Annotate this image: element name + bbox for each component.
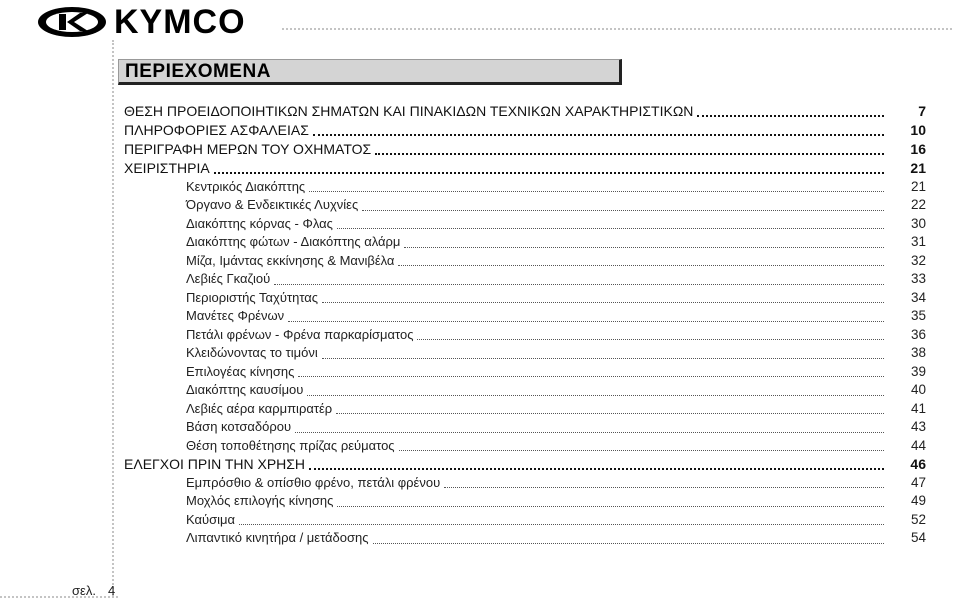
toc-entry-label: Διακόπτης φώτων - Διακόπτης αλάρμ — [186, 234, 401, 250]
toc-entry-page: 30 — [910, 215, 926, 231]
toc-entry-label: Κλειδώνοντας το τιμόνι — [186, 345, 318, 361]
toc-entry-label: Καύσιμα — [186, 511, 236, 527]
toc-leader-dots — [399, 450, 884, 451]
toc-entry-label: ΘΕΣΗ ΠΡΟΕΙΔΟΠΟΙΗΤΙΚΩΝ ΣΗΜΑΤΩΝ ΚΑΙ ΠΙΝΑΚΙΔΩΝ ΤΕΧΝΙΚΩΝ ΧΑΡΑΚΤΗΡΙΣΤΙΚΩΝ — [124, 103, 694, 119]
toc-subsection-entry[interactable] — [124, 381, 926, 400]
toc-subsection-entry[interactable] — [124, 400, 926, 419]
toc-entry-label: Λεβιές Γκαζιού — [186, 271, 271, 287]
toc-leader-dots — [336, 413, 884, 414]
toc-leader-dots — [239, 524, 884, 525]
toc-subsection-entry[interactable] — [124, 529, 926, 548]
toc-entry-page: 47 — [910, 474, 926, 490]
toc-subsection-entry[interactable] — [124, 270, 926, 289]
toc-entry-page: 32 — [910, 252, 926, 268]
toc-leader-dots — [697, 115, 884, 117]
toc-entry-page: 36 — [910, 326, 926, 342]
toc-entry-label: Βάση κοτσαδόρου — [186, 419, 292, 435]
brand-name: KYMCO — [114, 3, 246, 41]
toc-entry-page: 10 — [910, 121, 926, 138]
toc-leader-dots — [309, 191, 884, 192]
toc-entry-label: Όργανο & Ενδεικτικές Λυχνίες — [186, 197, 359, 213]
toc-entry-page: 22 — [910, 197, 926, 213]
toc-subsection-entry[interactable] — [124, 437, 926, 456]
toc-section-entry[interactable] — [124, 102, 926, 121]
toc-entry-label: Κεντρικός Διακόπτης — [186, 178, 306, 194]
toc-entry-page: 49 — [910, 493, 926, 509]
toc-entry-label: ΕΛΕΓΧΟΙ ΠΡΙΝ ΤΗΝ ΧΡΗΣΗ — [124, 456, 306, 473]
toc-entry-label: Μίζα, Ιμάντας εκκίνησης & Μανιβέλα — [186, 252, 395, 268]
page-title: ΠΕΡΙΕΧΟΜΕΝΑ — [125, 61, 271, 82]
toc-subsection-entry[interactable] — [124, 474, 926, 493]
toc-leader-dots — [337, 506, 884, 507]
toc-leader-dots — [322, 358, 884, 359]
toc-leader-dots — [298, 376, 884, 377]
toc-leader-dots — [313, 134, 884, 136]
brand-logo — [36, 4, 246, 40]
margin-divider — [112, 40, 114, 596]
table-of-contents — [124, 102, 926, 548]
toc-subsection-entry[interactable] — [124, 289, 926, 308]
toc-entry-page: 21 — [910, 159, 926, 176]
toc-subsection-entry[interactable] — [124, 215, 926, 234]
toc-subsection-entry[interactable] — [124, 363, 926, 382]
toc-entry-label: Πετάλι φρένων - Φρένα παρκαρίσματος — [186, 326, 414, 342]
toc-leader-dots — [288, 321, 884, 322]
toc-entry-page: 52 — [910, 511, 926, 527]
page-number-value: 4 — [107, 583, 116, 598]
toc-entry-page: 16 — [910, 140, 926, 157]
toc-entry-page: 39 — [910, 363, 926, 379]
toc-entry-label: Εμπρόσθιο & οπίσθιο φρένο, πετάλι φρένου — [186, 474, 441, 490]
toc-subsection-entry[interactable] — [124, 307, 926, 326]
toc-leader-dots — [398, 265, 884, 266]
toc-entry-page: 43 — [910, 419, 926, 435]
toc-section-entry[interactable] — [124, 140, 926, 159]
toc-leader-dots — [322, 302, 884, 303]
toc-leader-dots — [274, 284, 884, 285]
toc-section-entry[interactable] — [124, 455, 926, 474]
page-title-box — [118, 59, 622, 85]
toc-entry-page: 54 — [910, 530, 926, 546]
toc-section-entry[interactable] — [124, 121, 926, 140]
toc-subsection-entry[interactable] — [124, 178, 926, 197]
page-number-prefix: σελ. — [72, 583, 96, 598]
toc-subsection-entry[interactable] — [124, 418, 926, 437]
kymco-emblem-icon — [36, 5, 108, 39]
toc-entry-label: ΠΛΗΡΟΦΟΡΙΕΣ ΑΣΦΑΛΕΙΑΣ — [124, 121, 309, 138]
toc-leader-dots — [295, 432, 884, 433]
toc-leader-dots — [444, 487, 884, 488]
toc-subsection-entry[interactable] — [124, 252, 926, 271]
toc-entry-label: Μανέτες Φρένων — [186, 308, 285, 324]
toc-entry-label: Μοχλός επιλογής κίνησης — [186, 493, 334, 509]
toc-leader-dots — [307, 395, 884, 396]
toc-entry-label: Περιοριστής Ταχύτητας — [186, 289, 319, 305]
toc-entry-page: 33 — [910, 271, 926, 287]
toc-entry-page: 34 — [910, 289, 926, 305]
toc-subsection-entry[interactable] — [124, 196, 926, 215]
toc-entry-label: ΧΕΙΡΙΣΤΗΡΙΑ — [124, 159, 210, 176]
toc-entry-label: Διακόπτης καυσίμου — [186, 382, 304, 398]
toc-leader-dots — [404, 247, 884, 248]
toc-section-entry[interactable] — [124, 159, 926, 178]
toc-entry-label: Διακόπτης κόρνας - Φλας — [186, 215, 333, 231]
toc-entry-page: 46 — [910, 456, 926, 473]
toc-leader-dots — [375, 153, 884, 155]
toc-leader-dots — [373, 543, 884, 544]
toc-entry-page: 35 — [910, 308, 926, 324]
toc-leader-dots — [417, 339, 884, 340]
toc-entry-label: Λεβιές αέρα καρμπιρατέρ — [186, 400, 333, 416]
toc-leader-dots — [337, 228, 884, 229]
toc-entry-page: 38 — [910, 345, 926, 361]
toc-entry-page: 21 — [910, 178, 926, 194]
toc-leader-dots — [309, 468, 884, 470]
toc-entry-label: Λιπαντικό κινητήρα / μετάδοσης — [186, 530, 369, 546]
toc-subsection-entry[interactable] — [124, 511, 926, 530]
toc-leader-dots — [362, 210, 884, 211]
toc-entry-page: 41 — [910, 400, 926, 416]
toc-subsection-entry[interactable] — [124, 326, 926, 345]
toc-entry-page: 7 — [918, 103, 926, 119]
toc-subsection-entry[interactable] — [124, 233, 926, 252]
page-number — [72, 583, 115, 598]
header-divider — [282, 28, 952, 30]
toc-entry-label: ΠΕΡΙΓΡΑΦΗ ΜΕΡΩΝ ΤΟΥ ΟΧΗΜΑΤΟΣ — [124, 140, 372, 157]
toc-entry-page: 31 — [910, 234, 926, 250]
toc-entry-label: Επιλογέας κίνησης — [186, 363, 295, 379]
toc-subsection-entry[interactable] — [124, 492, 926, 511]
toc-subsection-entry[interactable] — [124, 344, 926, 363]
toc-leader-dots — [214, 172, 884, 174]
toc-entry-page: 40 — [910, 382, 926, 398]
toc-entry-label: Θέση τοποθέτησης πρίζας ρεύματος — [186, 437, 395, 453]
toc-entry-page: 44 — [910, 437, 926, 453]
